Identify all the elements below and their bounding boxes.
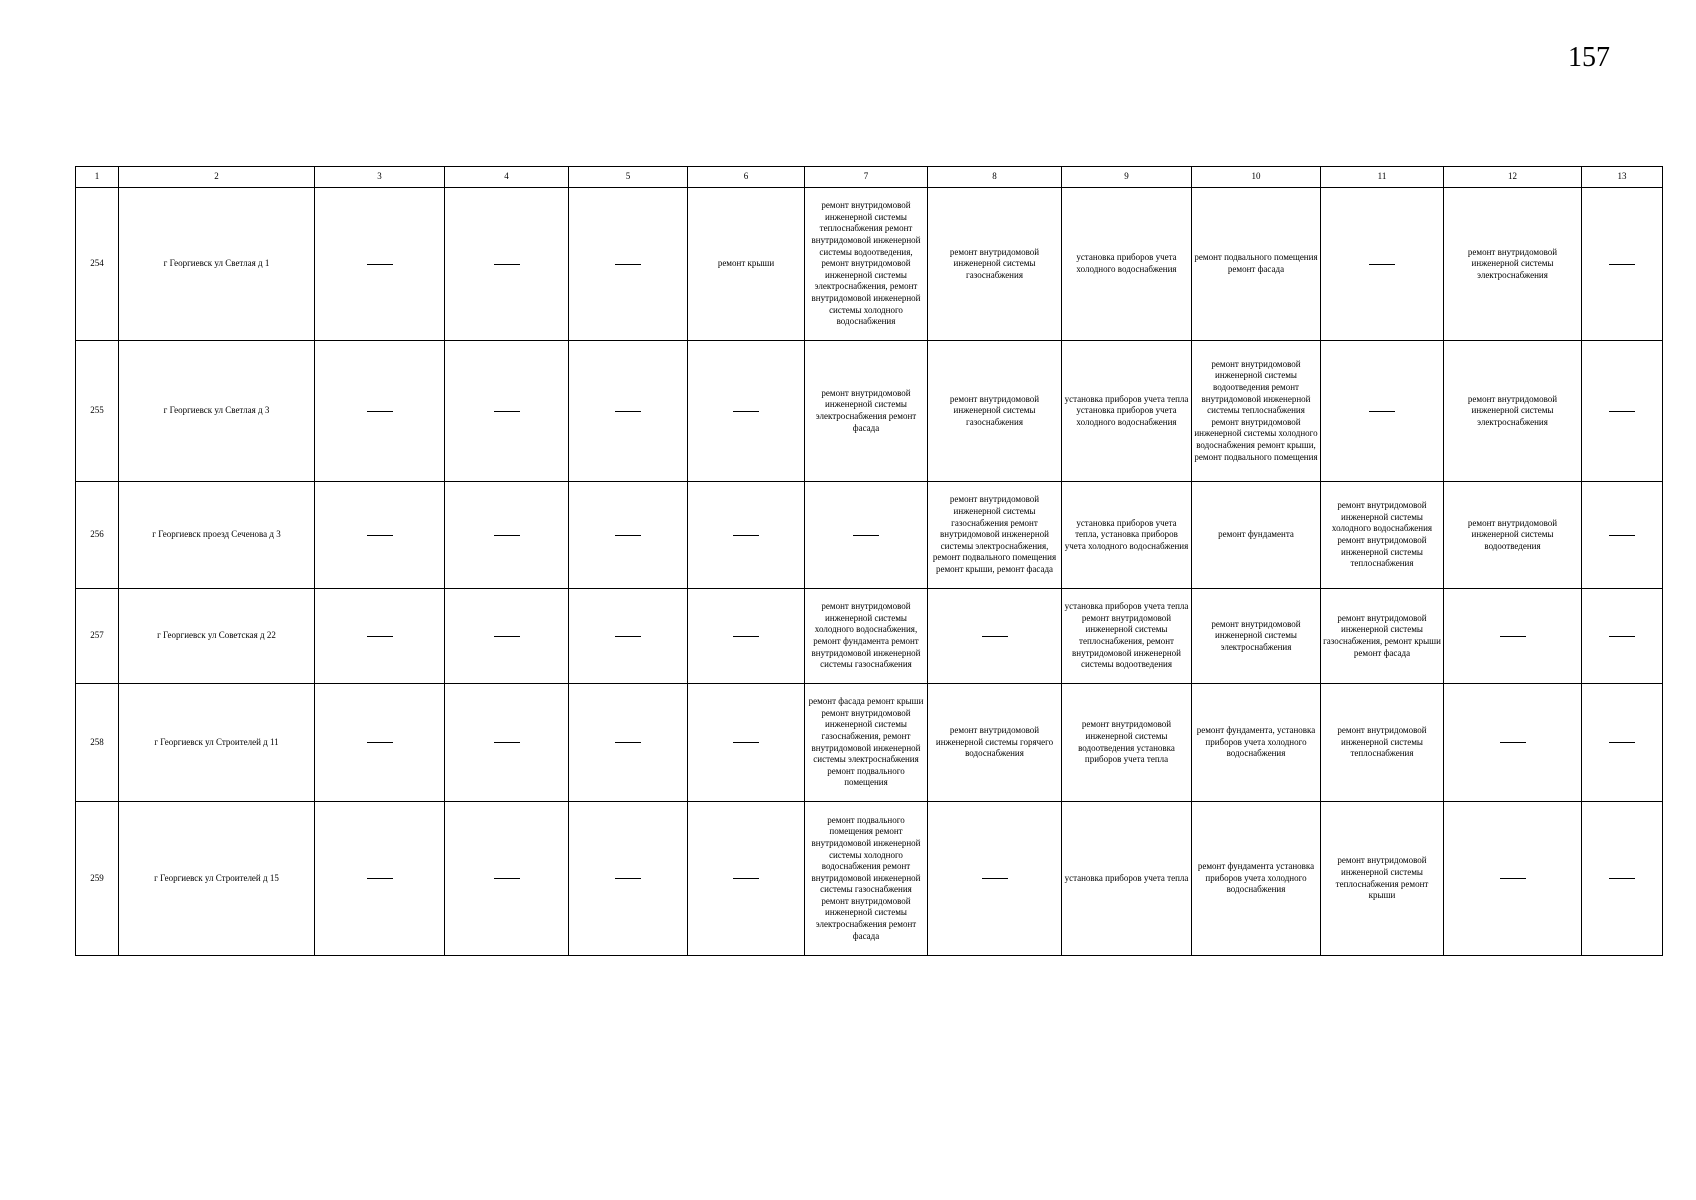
dash-mark <box>1500 636 1526 637</box>
row-number: 256 <box>76 482 119 589</box>
empty-cell-c5 <box>569 188 688 341</box>
dash-mark <box>982 878 1008 879</box>
dash-mark <box>615 742 641 743</box>
empty-cell-c13 <box>1582 341 1663 482</box>
dash-mark <box>1609 535 1635 536</box>
work-cell-c9: установка приборов учета тепла, установка приборов учета холодного водоснабжения <box>1062 482 1192 589</box>
work-cell-c10: ремонт подвального помещения ремонт фасада <box>1192 188 1321 341</box>
column-header-11: 11 <box>1321 167 1444 188</box>
column-header-5: 5 <box>569 167 688 188</box>
column-header-6: 6 <box>688 167 805 188</box>
work-cell-c9: установка приборов учета тепла ремонт внутридомовой инженерной системы теплоснабжения, ремонт внутридомовой инженерной системы водоотведения <box>1062 589 1192 684</box>
column-header-1: 1 <box>76 167 119 188</box>
dash-mark <box>1500 742 1526 743</box>
dash-mark <box>733 636 759 637</box>
empty-cell-c5 <box>569 482 688 589</box>
work-cell-c7: ремонт внутридомовой инженерной системы холодного водоснабжения, ремонт фундамента ремонт внутридомовой инженерной системы газоснабжения <box>805 589 928 684</box>
dash-mark <box>367 411 393 412</box>
work-cell-c7: ремонт подвального помещения ремонт внутридомовой инженерной системы холодного водоснабжения ремонт внутридомовой инженерной системы газоснабжения ремонт внутридомовой инженерной системы электроснабжения ремонт фасада <box>805 802 928 956</box>
dash-mark <box>615 411 641 412</box>
address-cell: г Георгиевск ул Светлая д 1 <box>119 188 315 341</box>
column-header-7: 7 <box>805 167 928 188</box>
work-cell-c10: ремонт фундамента <box>1192 482 1321 589</box>
column-header-13: 13 <box>1582 167 1663 188</box>
dash-mark <box>1609 411 1635 412</box>
column-number-header <box>76 167 1663 188</box>
table-row <box>76 482 1663 589</box>
work-cell-c8: ремонт внутридомовой инженерной системы горячего водоснабжения <box>928 684 1062 802</box>
dash-mark <box>733 411 759 412</box>
dash-mark <box>367 636 393 637</box>
column-header-10: 10 <box>1192 167 1321 188</box>
work-cell-c8: ремонт внутридомовой инженерной системы газоснабжения <box>928 341 1062 482</box>
empty-cell-c3 <box>315 341 445 482</box>
empty-cell-c5 <box>569 802 688 956</box>
row-number: 257 <box>76 589 119 684</box>
empty-cell-c4 <box>445 802 569 956</box>
work-cell-c10: ремонт внутридомовой инженерной системы водоотведения ремонт внутридомовой инженерной системы теплоснабжения ремонт внутридомовой инженерной системы холодного водоснабжения ремонт крыши, ремонт подвального помещения <box>1192 341 1321 482</box>
empty-cell-c6 <box>688 589 805 684</box>
empty-cell-c4 <box>445 684 569 802</box>
dash-mark <box>1369 264 1395 265</box>
address-cell: г Георгиевск ул Строителей д 15 <box>119 802 315 956</box>
work-cell-c10: ремонт внутридомовой инженерной системы электроснабжения <box>1192 589 1321 684</box>
dash-mark <box>494 411 520 412</box>
dash-mark <box>615 264 641 265</box>
dash-mark <box>1369 411 1395 412</box>
address-cell: г Георгиевск ул Советская д 22 <box>119 589 315 684</box>
row-number: 254 <box>76 188 119 341</box>
work-cell-c9: ремонт внутридомовой инженерной системы водоотведения установка приборов учета тепла <box>1062 684 1192 802</box>
dash-mark <box>494 878 520 879</box>
row-number: 259 <box>76 802 119 956</box>
dash-mark <box>494 535 520 536</box>
dash-mark <box>494 264 520 265</box>
table-row <box>76 188 1663 341</box>
empty-cell-c4 <box>445 589 569 684</box>
repair-schedule-table <box>75 166 1663 956</box>
empty-cell-c6 <box>688 341 805 482</box>
dash-mark <box>367 264 393 265</box>
empty-cell-c11 <box>1321 188 1444 341</box>
work-cell-c12: ремонт внутридомовой инженерной системы водоотведения <box>1444 482 1582 589</box>
dash-mark <box>982 636 1008 637</box>
table-row <box>76 341 1663 482</box>
work-cell-c9: установка приборов учета тепла <box>1062 802 1192 956</box>
row-number: 255 <box>76 341 119 482</box>
empty-cell-c4 <box>445 482 569 589</box>
empty-cell-c8 <box>928 802 1062 956</box>
empty-cell-c6 <box>688 684 805 802</box>
work-cell-c7: ремонт внутридомовой инженерной системы электроснабжения ремонт фасада <box>805 341 928 482</box>
work-cell-c6: ремонт крыши <box>688 188 805 341</box>
work-cell-c11: ремонт внутридомовой инженерной системы теплоснабжения <box>1321 684 1444 802</box>
empty-cell-c12 <box>1444 802 1582 956</box>
work-cell-c7: ремонт фасада ремонт крыши ремонт внутридомовой инженерной системы газоснабжения, ремонт внутридомовой инженерной системы электроснабжения ремонт подвального помещения <box>805 684 928 802</box>
empty-cell-c6 <box>688 802 805 956</box>
empty-cell-c13 <box>1582 589 1663 684</box>
column-header-3: 3 <box>315 167 445 188</box>
address-cell: г Георгиевск ул Строителей д 11 <box>119 684 315 802</box>
dash-mark <box>615 535 641 536</box>
dash-mark <box>1609 742 1635 743</box>
work-cell-c12: ремонт внутридомовой инженерной системы электроснабжения <box>1444 188 1582 341</box>
empty-cell-c3 <box>315 802 445 956</box>
dash-mark <box>733 742 759 743</box>
dash-mark <box>615 878 641 879</box>
dash-mark <box>367 878 393 879</box>
work-cell-c12: ремонт внутридомовой инженерной системы электроснабжения <box>1444 341 1582 482</box>
empty-cell-c4 <box>445 188 569 341</box>
table-row <box>76 684 1663 802</box>
row-number: 258 <box>76 684 119 802</box>
table-row <box>76 589 1663 684</box>
work-cell-c7: ремонт внутридомовой инженерной системы теплоснабжения ремонт внутридомовой инженерной системы водоотведения, ремонт внутридомовой инженерной системы электроснабжения, ремонт внутридомовой инженерной системы холодного водоснабжения <box>805 188 928 341</box>
dash-mark <box>1500 878 1526 879</box>
empty-cell-c3 <box>315 188 445 341</box>
address-cell: г Георгиевск проезд Сеченова д 3 <box>119 482 315 589</box>
column-header-8: 8 <box>928 167 1062 188</box>
dash-mark <box>494 636 520 637</box>
page-number: 157 <box>1568 42 1610 73</box>
address-cell: г Георгиевск ул Светлая д 3 <box>119 341 315 482</box>
empty-cell-c11 <box>1321 341 1444 482</box>
work-cell-c9: установка приборов учета тепла установка приборов учета холодного водоснабжения <box>1062 341 1192 482</box>
column-header-2: 2 <box>119 167 315 188</box>
work-cell-c8: ремонт внутридомовой инженерной системы газоснабжения <box>928 188 1062 341</box>
dash-mark <box>494 742 520 743</box>
work-cell-c11: ремонт внутридомовой инженерной системы холодного водоснабжения ремонт внутридомовой инженерной системы теплоснабжения <box>1321 482 1444 589</box>
empty-cell-c3 <box>315 482 445 589</box>
empty-cell-c13 <box>1582 188 1663 341</box>
work-cell-c10: ремонт фундамента установка приборов учета холодного водоснабжения <box>1192 802 1321 956</box>
work-cell-c11: ремонт внутридомовой инженерной системы теплоснабжения ремонт крыши <box>1321 802 1444 956</box>
empty-cell-c5 <box>569 684 688 802</box>
dash-mark <box>1609 264 1635 265</box>
empty-cell-c6 <box>688 482 805 589</box>
empty-cell-c8 <box>928 589 1062 684</box>
work-cell-c9: установка приборов учета холодного водоснабжения <box>1062 188 1192 341</box>
empty-cell-c13 <box>1582 802 1663 956</box>
empty-cell-c5 <box>569 589 688 684</box>
dash-mark <box>733 535 759 536</box>
dash-mark <box>367 742 393 743</box>
column-header-4: 4 <box>445 167 569 188</box>
work-cell-c10: ремонт фундамента, установка приборов учета холодного водоснабжения <box>1192 684 1321 802</box>
dash-mark <box>733 878 759 879</box>
empty-cell-c13 <box>1582 684 1663 802</box>
empty-cell-c12 <box>1444 589 1582 684</box>
dash-mark <box>1609 878 1635 879</box>
dash-mark <box>1609 636 1635 637</box>
empty-cell-c7 <box>805 482 928 589</box>
empty-cell-c12 <box>1444 684 1582 802</box>
work-cell-c11: ремонт внутридомовой инженерной системы газоснабжения, ремонт крыши ремонт фасада <box>1321 589 1444 684</box>
empty-cell-c5 <box>569 341 688 482</box>
empty-cell-c13 <box>1582 482 1663 589</box>
empty-cell-c4 <box>445 341 569 482</box>
dash-mark <box>615 636 641 637</box>
table-row <box>76 802 1663 956</box>
column-header-9: 9 <box>1062 167 1192 188</box>
work-cell-c8: ремонт внутридомовой инженерной системы газоснабжения ремонт внутридомовой инженерной системы электроснабжения, ремонт подвального помещения ремонт крыши, ремонт фасада <box>928 482 1062 589</box>
empty-cell-c3 <box>315 589 445 684</box>
dash-mark <box>853 535 879 536</box>
empty-cell-c3 <box>315 684 445 802</box>
column-header-12: 12 <box>1444 167 1582 188</box>
dash-mark <box>367 535 393 536</box>
